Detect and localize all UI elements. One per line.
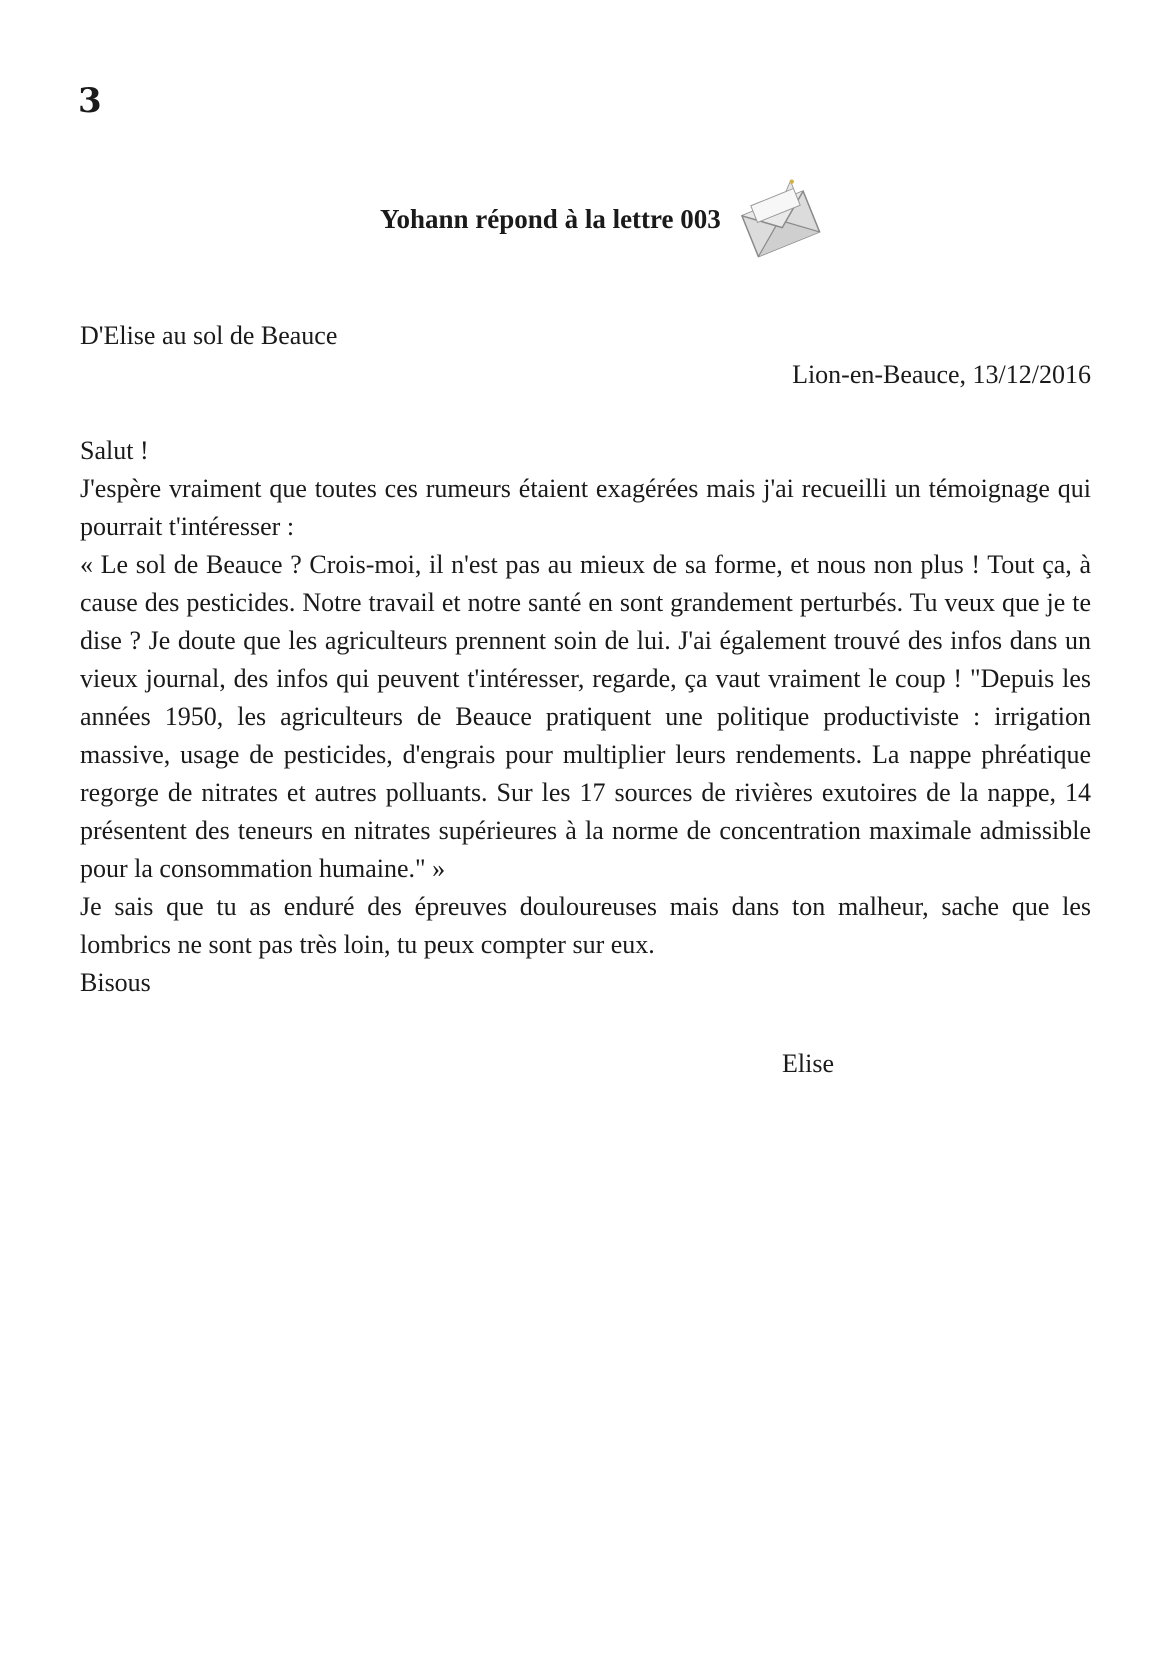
letter-title: Yohann répond à la lettre 003	[380, 204, 721, 234]
place-date: Lion-en-Beauce, 13/12/2016	[792, 360, 1091, 389]
paragraph-3: Je sais que tu as enduré des épreuves douloureuses mais dans ton malheur, sache que les lombrics ne sont pas très loin, tu peux compter sur eux.	[80, 892, 1091, 959]
paragraph-1: J'espère vraiment que toutes ces rumeurs étaient exagérées mais j'ai recueilli un témoignage qui pourrait t'intéresser :	[80, 474, 1091, 541]
closing: Bisous	[80, 968, 151, 997]
signature: Elise	[782, 1049, 834, 1078]
page-number: 3	[78, 81, 102, 121]
paragraph-2: « Le sol de Beauce ? Crois-moi, il n'est pas au mieux de sa forme, et nous non plus ! Tout ça, à cause des pesticides. Notre travail et notre santé en sont grandement perturbés. Tu veux que je te dise ? Je doute que les agriculteurs prennent soin de lui. J'ai également trouvé des infos dans un vieux journal, des infos qui peuvent t'intéresser, regarde, ça vaut vraiment le coup ! "Depuis les années 1950, les agriculteurs de Beauce pratiquent une politique productiviste : irrigation massive, usage de pesticides, d'engrais pour multiplier leurs rendements. La nappe phréatique regorge de nitrates et autres polluants. Sur les 17 sources de rivières exutoires de la nappe, 14 présentent des teneurs en nitrates supérieures à la norme de concentration maximale admissible pour la consommation humaine." »	[80, 550, 1091, 883]
letter-body	[80, 432, 1091, 1002]
letter-heading: D'Elise au sol de Beauce	[80, 321, 338, 350]
title-block	[0, 176, 1167, 266]
salutation: Salut !	[80, 436, 149, 465]
envelope-icon	[735, 176, 825, 268]
